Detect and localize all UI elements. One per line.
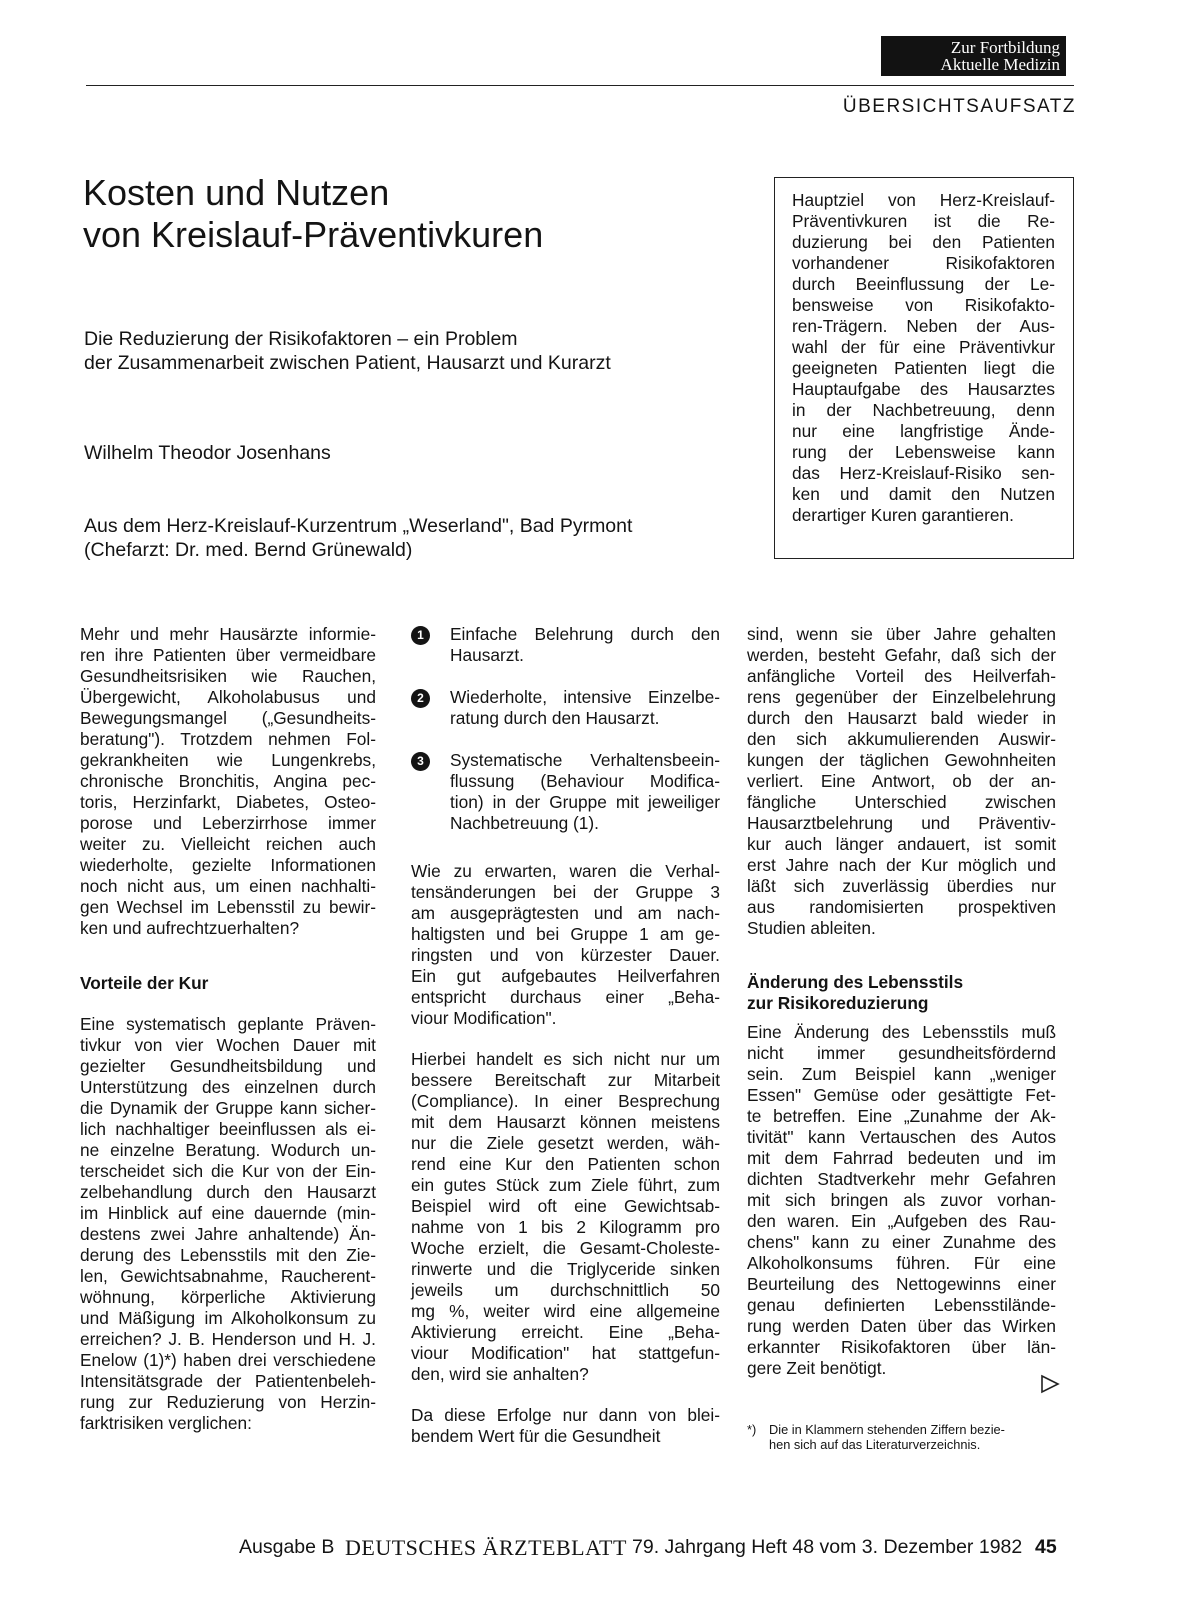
text-line: Einfache Belehrung durch den: [450, 624, 720, 644]
footnote-mark: *): [747, 1422, 757, 1437]
col3-paragraph-2: [747, 1022, 1056, 1379]
summary-line: vorhandener Risikofaktoren: [792, 253, 1055, 273]
text-line: Essen" Gemüse oder gesättigte Fet-: [747, 1085, 1056, 1105]
summary-line: bensweise von Risikofakto-: [792, 295, 1055, 315]
text-line: Bewegungsmangel („Gesundheits-: [80, 708, 376, 728]
footer-edition: Ausgabe B: [239, 1536, 335, 1558]
text-line: Alkoholkonsums führen. Für eine: [747, 1253, 1056, 1273]
text-line: erkannter Risikofaktoren über län-: [747, 1337, 1056, 1357]
text-line: Intensitätsgrade der Patientenbeleh-: [80, 1371, 376, 1391]
col1-paragraph-2: [80, 1014, 376, 1434]
text-line: chronische Bronchitis, Angina pec-: [80, 771, 376, 791]
text-line: den, wird sie anhalten?: [411, 1364, 589, 1384]
text-line: entspricht durchaus einer „Beha-: [411, 987, 720, 1007]
text-line: Enelow (1)*) haben drei verschiedene: [80, 1350, 376, 1370]
column-2: [411, 624, 720, 1467]
summary-line: Hauptziel von Herz-Kreislauf-: [792, 190, 1055, 210]
text-line: läßt sich zuverlässig überdies nur: [747, 876, 1056, 896]
text-line: kur auch länger andauert, ist somit: [747, 834, 1056, 854]
number-bullet-icon: 2: [411, 689, 430, 708]
text-line: Beispiel wird oft eine Gewichtsab-: [411, 1196, 720, 1216]
text-line: ne einzelne Beratung. Wodurch un-: [80, 1140, 376, 1160]
text-line: len, Gewichtsabnahme, Raucherent-: [80, 1266, 376, 1286]
summary-text: [775, 178, 1073, 526]
text-line: den sich akkumulierenden Auswir-: [747, 729, 1056, 749]
text-line: verliert. Eine Antwort, ob der an-: [747, 771, 1056, 791]
text-line: sind, wenn sie über Jahre gehalten: [747, 624, 1056, 644]
text-line: bendem Wert für die Gesundheit: [411, 1426, 661, 1446]
column-1: [80, 624, 376, 1454]
summary-line: in der Nachbetreuung, denn: [792, 400, 1055, 420]
text-line: lich nachhaltiger beeinflussen als ei-: [80, 1119, 376, 1139]
text-line: porose und Leberzirrhose immer: [80, 813, 376, 833]
text-line: (Compliance). In einer Besprechung: [411, 1091, 720, 1111]
text-line: tensänderungen bei der Gruppe 3: [411, 882, 720, 902]
text-line: Da diese Erfolge nur dann von blei-: [411, 1405, 720, 1425]
text-line: gere Zeit benötigt.: [747, 1358, 887, 1378]
text-line: Unterstützung des einzelnen durch: [80, 1077, 376, 1097]
col2-paragraph-1: [411, 861, 720, 1029]
text-line: toris, Herzinfarkt, Diabetes, Osteo-: [80, 792, 376, 812]
text-line: gezielter Gesundheitsbildung und: [80, 1056, 376, 1076]
text-line: beratung"). Trotzdem nehmen Fol-: [80, 729, 376, 749]
affiliation: [84, 514, 744, 562]
text-line: zelbehandlung durch den Hausarzt: [80, 1182, 376, 1202]
footnote: [747, 1422, 1059, 1452]
text-line: Beurteilung des Nettogewinns einer: [747, 1274, 1056, 1294]
col2-paragraph-2: [411, 1049, 720, 1385]
text-line: destens zwei Jahre anhaltende) Än-: [80, 1224, 376, 1244]
column-3: [747, 624, 1056, 1399]
subtitle-line1: Die Reduzierung der Risikofaktoren – ein Problem: [84, 328, 518, 350]
footnote-line1: Die in Klammern stehenden Ziffern bezie-: [769, 1422, 1005, 1437]
summary-line: Präventivkuren ist die Re-: [792, 211, 1055, 231]
text-line: Wiederholte, intensive Einzelbe-: [450, 687, 720, 707]
text-line: ein gutes Stück zum Ziele führt, zum: [411, 1175, 720, 1195]
text-line: Eine Änderung des Lebensstils muß: [747, 1022, 1056, 1042]
text-line: dichten Stadtverkehr mehr Gefahren: [747, 1169, 1056, 1189]
col3-paragraph-1: [747, 624, 1056, 939]
text-line: genau definierten Lebensstilände-: [747, 1295, 1056, 1315]
text-line: ratung durch den Hausarzt.: [450, 708, 660, 728]
text-line: fängliche Unterschied zwischen: [747, 792, 1056, 812]
list-item: [411, 687, 720, 729]
text-line: Gesundheitsrisiken wie Rauchen,: [80, 666, 376, 686]
subtitle-line2: der Zusammenarbeit zwischen Patient, Hausarzt und Kurarzt: [84, 352, 611, 374]
text-line: ringsten und von kürzester Dauer.: [411, 945, 720, 965]
title-line2: von Kreislauf-Präventivkuren: [83, 214, 544, 255]
text-line: rung werden Daten über das Wirken: [747, 1316, 1056, 1336]
article-subtitle: [84, 327, 734, 375]
text-line: rinwerte und die Triglyceride sinken: [411, 1259, 720, 1279]
text-line: den waren. Ein „Aufgeben des Rau-: [747, 1211, 1056, 1231]
text-line: viour Modification" hat stattgefun-: [411, 1343, 720, 1363]
text-line: bessere Bereitschaft zur Mitarbeit: [411, 1070, 720, 1090]
text-line: jeweils um durchschnittlich 50: [411, 1280, 720, 1300]
footnote-line2: hen sich auf das Literaturverzeichnis.: [769, 1437, 981, 1452]
col1-paragraph-1: [80, 624, 376, 939]
article-title: [83, 172, 723, 256]
list-item: [411, 624, 720, 666]
text-line: tivkur von vier Wochen Dauer mit: [80, 1035, 376, 1055]
header-rule: [86, 85, 1074, 86]
text-line: Hierbei handelt es sich nicht nur um: [411, 1049, 720, 1069]
text-line: flussung (Behaviour Modifica-: [450, 771, 720, 791]
footer-issue: 79. Jahrgang Heft 48 vom 3. Dezember 1982: [632, 1536, 1023, 1558]
text-line: chens" kann zu einer Zunahme des: [747, 1232, 1056, 1252]
heading-line1: Änderung des Lebensstils: [747, 972, 964, 992]
text-line: ren ihre Patienten über vermeidbare: [80, 645, 376, 665]
text-line: rung zur Reduzierung von Herzin-: [80, 1392, 376, 1412]
text-line: Mehr und mehr Hausärzte informie-: [80, 624, 376, 644]
text-line: wiederholte, gezielte Informationen: [80, 855, 376, 875]
text-line: die Dynamik der Gruppe kann sicher-: [80, 1098, 376, 1118]
text-line: Hausarzt.: [450, 645, 524, 665]
numbered-list: [411, 624, 720, 834]
text-line: anfängliche Vorteil des Heilverfah-: [747, 666, 1056, 686]
summary-line: ren-Trägern. Neben der Aus-: [792, 316, 1055, 336]
text-line: Aktivierung erreicht. Eine „Beha-: [411, 1322, 720, 1342]
title-line1: Kosten und Nutzen: [83, 172, 390, 213]
text-line: weiter zu. Vielleicht reichen auch: [80, 834, 376, 854]
summary-line: rung der Lebensweise kann: [792, 442, 1055, 462]
text-line: mit sich bringen als zuvor vorhan-: [747, 1190, 1056, 1210]
text-line: nahme von 1 bis 2 Kilogramm pro: [411, 1217, 720, 1237]
section-corner-label: [881, 36, 1066, 76]
text-line: wöhnung, körperliche Aktivierung: [80, 1287, 376, 1307]
text-line: viour Modification".: [411, 1008, 557, 1028]
summary-line: durch Beeinflussung der Le-: [792, 274, 1055, 294]
footer-journal: DEUTSCHES ÄRZTEBLATT: [345, 1535, 627, 1560]
page-number: 45: [1035, 1536, 1057, 1558]
text-line: rend eine Kur den Patienten schon: [411, 1154, 720, 1174]
text-line: Woche erzielt, die Gesamt-Choleste-: [411, 1238, 720, 1258]
text-line: aus randomisierten prospektiven: [747, 897, 1056, 917]
text-line: erreichen? J. B. Henderson und H. J.: [80, 1329, 376, 1349]
text-line: rens gegenüber der Einzelbelehrung: [747, 687, 1056, 707]
text-line: tion) in der Gruppe mit jeweiliger: [450, 792, 720, 812]
summary-line: geeigneten Patienten liegt die: [792, 358, 1055, 378]
summary-line: Hauptaufgabe des Hausarztes: [792, 379, 1055, 399]
text-line: te betreffen. Eine „Zunahme der Ak-: [747, 1106, 1056, 1126]
corner-label-line2: Aktuelle Medizin: [940, 55, 1060, 74]
summary-line: das Herz-Kreislauf-Risiko sen-: [792, 463, 1055, 483]
text-line: nur die Ziele gesetzt werden, wäh-: [411, 1133, 720, 1153]
summary-line: ken und damit den Nutzen: [792, 484, 1055, 504]
text-line: Hausarztbelehrung und Präventiv-: [747, 813, 1056, 833]
text-line: mit dem Fahrrad bedeuten und im: [747, 1148, 1056, 1168]
col2-paragraph-3: [411, 1405, 720, 1447]
text-line: am ausgeprägtesten und am nach-: [411, 903, 720, 923]
section-heading-vorteile: Vorteile der Kur: [80, 973, 209, 993]
text-line: terscheidet sich die Kur von der Ein-: [80, 1161, 376, 1181]
text-line: Wie zu erwarten, waren die Verhal-: [411, 861, 720, 881]
text-line: Übergewicht, Alkoholabusus und: [80, 687, 376, 707]
number-bullet-icon: 3: [411, 752, 430, 771]
summary-line: derartiger Kuren garantieren.: [792, 505, 1014, 525]
affiliation-line1: Aus dem Herz-Kreislauf-Kurzentrum „Weserland", Bad Pyrmont: [84, 515, 633, 537]
text-line: gen Wechsel im Lebensstil zu bewir-: [80, 897, 376, 917]
text-line: Studien ableiten.: [747, 918, 876, 938]
text-line: derung des Lebensstils mit den Zie-: [80, 1245, 376, 1265]
text-line: sein. Zum Beispiel kann „weniger: [747, 1064, 1056, 1084]
affiliation-line2: (Chefarzt: Dr. med. Bernd Grünewald): [84, 539, 413, 561]
text-line: werden, besteht Gefahr, daß sich der: [747, 645, 1056, 665]
section-heading-lebensstil: [747, 972, 1056, 1014]
heading-line2: zur Risikoreduzierung: [747, 993, 929, 1013]
text-line: und Mäßigung im Alkoholkonsum zu: [80, 1308, 376, 1328]
summary-line: wahl der für eine Präventivkur: [792, 337, 1055, 357]
section-label: ÜBERSICHTSAUFSATZ: [842, 96, 1076, 117]
text-line: Eine systematisch geplante Präven-: [80, 1014, 376, 1034]
text-line: Ein gut aufgebautes Heilverfahren: [411, 966, 720, 986]
text-line: ken und aufrechtzuerhalten?: [80, 918, 300, 938]
text-line: nicht immer gesundheitsfördernd: [747, 1043, 1056, 1063]
text-line: erst Jahre nach der Kur möglich und: [747, 855, 1056, 875]
text-line: haltigsten und bei Gruppe 1 am ge-: [411, 924, 720, 944]
text-line: gekrankheiten wie Lungenkrebs,: [80, 750, 376, 770]
text-line: tivität" kann Vertauschen des Autos: [747, 1127, 1056, 1147]
number-bullet-icon: 1: [411, 626, 430, 645]
author: Wilhelm Theodor Josenhans: [84, 442, 331, 464]
corner-label-line1: Zur Fortbildung: [950, 38, 1060, 57]
text-line: kungen der täglichen Gewohnheiten: [747, 750, 1056, 770]
text-line: Systematische Verhaltensbeein-: [450, 750, 720, 770]
list-item: [411, 750, 720, 834]
summary-line: duzierung bei den Patienten: [792, 232, 1055, 252]
text-line: noch nicht aus, um einen nachhalti-: [80, 876, 376, 896]
text-line: Nachbetreuung (1).: [450, 813, 599, 833]
continue-arrow-icon: [1040, 1374, 1060, 1394]
text-line: mit dem Hausarzt können meistens: [411, 1112, 720, 1132]
summary-box: [774, 177, 1074, 559]
text-line: mg %, weiter wird eine allgemeine: [411, 1301, 720, 1321]
text-line: durch den Hausarzt bald wieder in: [747, 708, 1056, 728]
text-line: im Hinblick auf eine dauernde (min-: [80, 1203, 376, 1223]
text-line: farktrisiken verglichen:: [80, 1413, 252, 1433]
summary-line: nur eine langfristige Ände-: [792, 421, 1055, 441]
